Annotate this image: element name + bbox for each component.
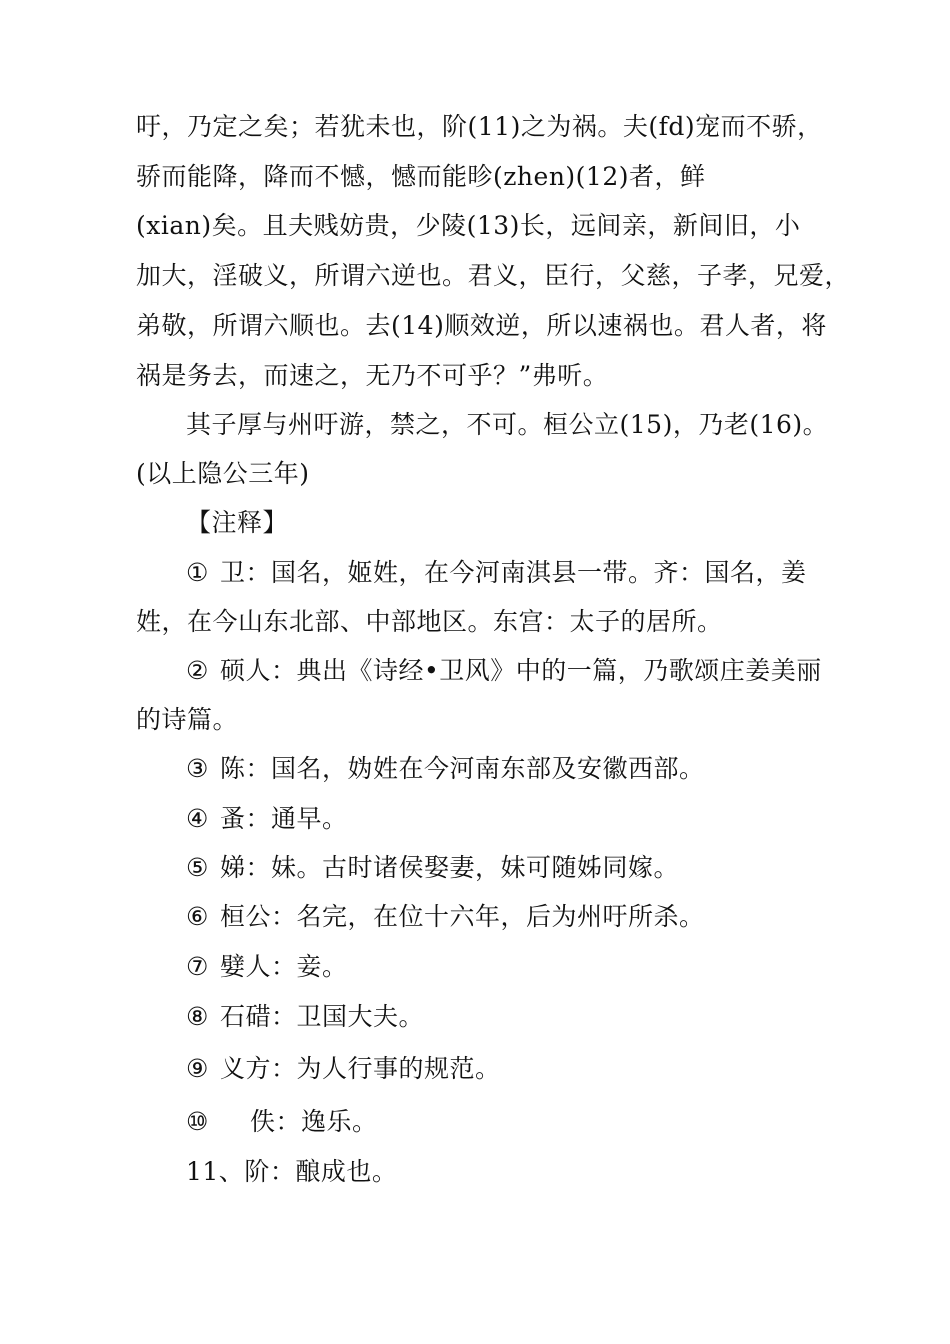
note-number: ② [186,656,209,685]
note-text: 石碏：卫国大夫。 [220,1002,425,1031]
note-number: ⑥ [186,902,209,931]
note-continuation: 的诗篇。 [136,705,239,734]
note-text: 阶：酿成也。 [244,1157,398,1186]
note-text: 卫：国名，姬姓，在今河南淇县一带。齐：国名，姜 [220,558,807,587]
note-number: ⑤ [186,853,209,882]
body-line: (以上隐公三年) [136,459,310,488]
body-line: 骄而能降，降而不憾，憾而能昣(zhen)(12)者，鲜 [136,162,706,191]
body-line: 加大，淫破义，所谓六逆也。君义，臣行，父慈，子孝，兄爱， [136,261,851,290]
note-item [186,654,886,688]
note-item [186,802,886,836]
note-text: 蚤：通早。 [220,804,348,833]
note-number: ⑧ [186,1002,209,1031]
note-number: ③ [186,754,209,783]
notes-heading: 【注释】 [186,508,289,537]
note-item [186,1000,886,1034]
note-item [186,1105,886,1139]
note-text: 桓公：名完，在位十六年，后为州吁所杀。 [220,902,705,931]
note-number: ⑦ [186,952,209,981]
note-number: ⑩ [186,1107,209,1136]
note-continuation: 姓，在今山东北部、中部地区。东宫：太子的居所。 [136,607,723,636]
note-number: 11、 [186,1157,245,1186]
body-line: 弟敬，所谓六顺也。去(14)顺效逆，所以速祸也。君人者，将 [136,311,827,340]
note-text: 佚：逸乐。 [250,1107,378,1136]
note-text: 嬖人：妾。 [220,952,348,981]
note-number: ① [186,558,209,587]
body-line: (xian)矣。且夫贱妨贵，少陵(13)长，远间亲，新间旧，小 [136,211,801,240]
note-item [186,851,886,885]
note-text: 陈：国名，妫姓在今河南东部及安徽西部。 [220,754,705,783]
body-line: 吁，乃定之矣；若犹未也，阶(11)之为祸。夫(fd)宠而不骄， [136,112,823,141]
note-text: 义方：为人行事的规范。 [220,1054,501,1083]
note-text: 硕人：典出《诗经•卫风》中的一篇，乃歌颂庄姜美丽 [220,656,822,685]
note-item [186,556,886,590]
body-line: 祸是务去，而速之，无乃不可乎？”弗听。 [136,361,609,390]
note-item [186,1052,886,1086]
note-item [186,752,886,786]
note-item [186,900,886,934]
note-item [186,950,886,984]
note-text: 娣：妹。古时诸侯娶妻，妹可随姊同嫁。 [220,853,680,882]
body-line: 其子厚与州吁游，禁之，不可。桓公立(15)，乃老(16)。 [186,410,829,439]
note-item [186,1155,886,1189]
note-number: ④ [186,804,209,833]
note-number: ⑨ [186,1054,209,1083]
